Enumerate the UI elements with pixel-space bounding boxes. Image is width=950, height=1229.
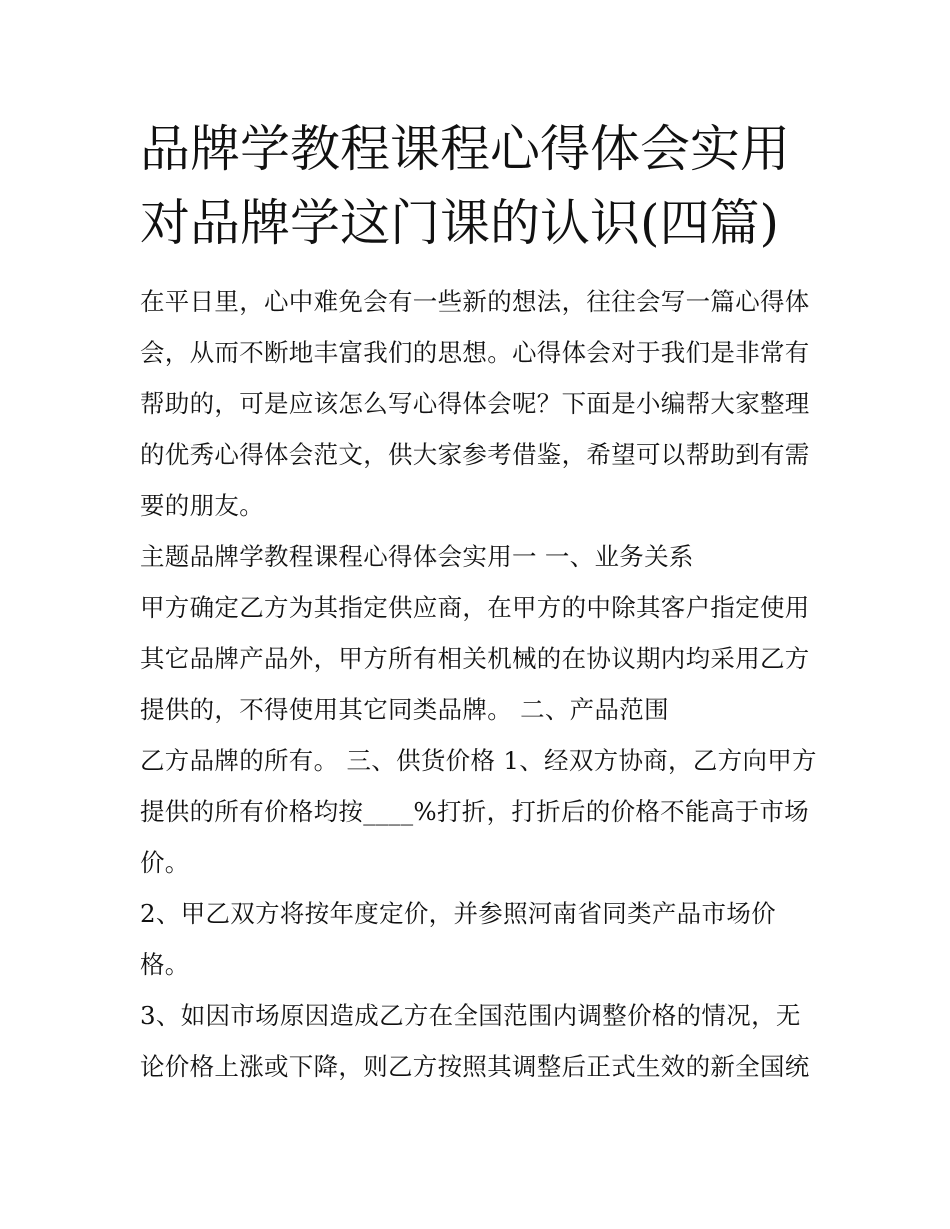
document-title — [140, 112, 840, 260]
title-line-2: 对品牌学这门课的认识(四篇) — [140, 194, 780, 252]
intro-paragraph: 在平日里，心中难免会有一些新的想法，往往会写一篇心得体会，从而不断地丰富我们的思想。心得体会对于我们是非常有帮助的，可是应该怎么写心得体会呢？下面是小编帮大家整理的优秀心得体会范文，供大家参考借鉴，希望可以帮助到有需要的朋友。 — [140, 287, 810, 520]
section-heading-business-relation: 主题品牌学教程课程心得体会实用一 一、业务关系 — [140, 542, 694, 571]
pricing-clause-3: 3、如因市场原因造成乙方在全国范围内调整价格的情况，无论价格上涨或下降，则乙方按照其调整后正式生效的新全国统 — [140, 1001, 810, 1081]
document-body — [140, 276, 820, 1092]
pricing-clause-2: 2、甲乙双方将按年度定价，并参照河南省同类产品市场价格。 — [140, 899, 776, 979]
title-line-1: 品牌学教程课程心得体会实用 — [140, 120, 790, 178]
business-relation-paragraph: 甲方确定乙方为其指定供应商，在甲方的中除其客户指定使用其它品牌产品外，甲方所有相关机械的在协议期内均采用乙方提供的，不得使用其它同类品牌。 二、产品范围 — [140, 593, 810, 724]
product-scope-and-price-paragraph: 乙方品牌的所有。 三、供货价格 1、经双方协商，乙方向甲方提供的所有价格均按____%打折，打折后的价格不能高于市场价。 — [140, 746, 817, 877]
